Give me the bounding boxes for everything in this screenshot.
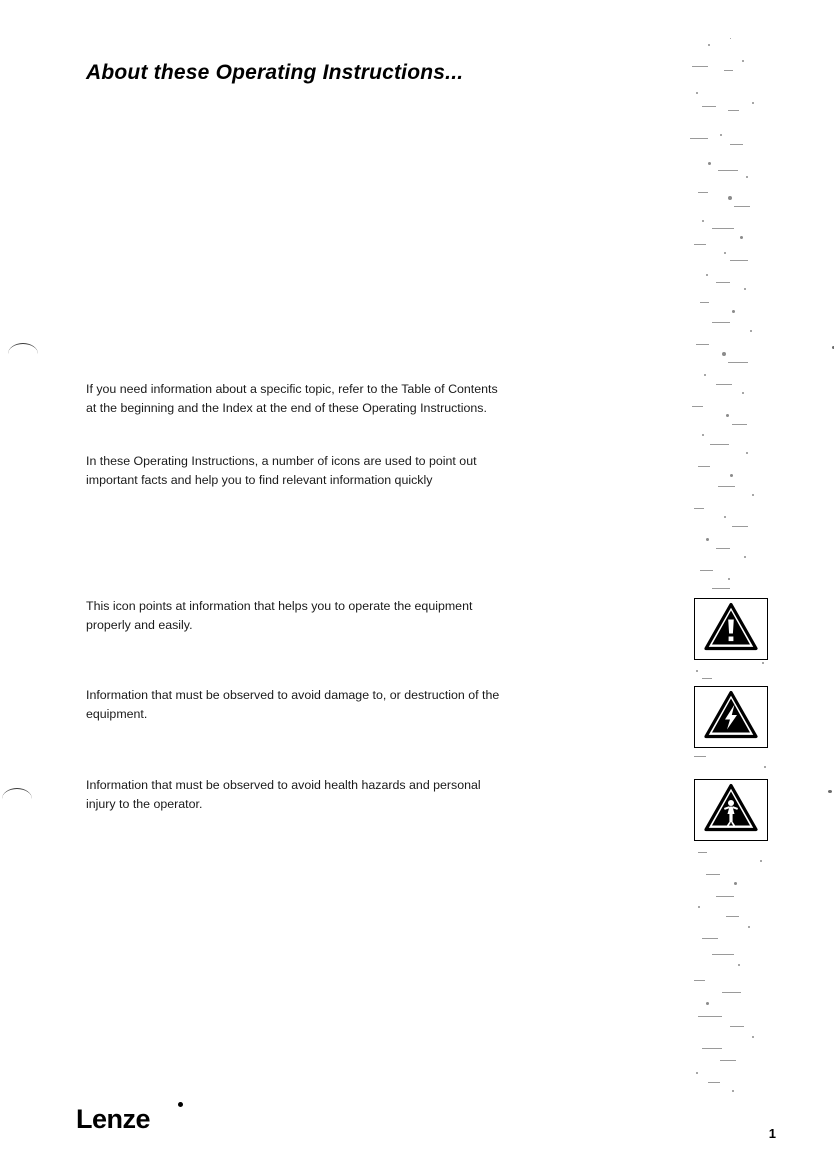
paragraph-info-icon-description: This icon points at information that helps you to operate the equipment properly and easily.: [86, 599, 473, 632]
scan-artifact-speck-right-lower: [828, 790, 832, 793]
warning-personal-injury-icon: [704, 784, 758, 837]
scan-noise-column: [672, 30, 792, 1100]
page-title: About these Operating Instructions...: [86, 61, 464, 84]
warning-high-voltage-icon: [704, 691, 758, 744]
scan-artifact-arc-top: [8, 343, 38, 354]
paragraph-toc-reference: If you need information about a specific topic, refer to the Table of Contents at the beginning and the Index at the end of these Operating Instructions.: [86, 382, 498, 415]
page-number: 1: [768, 1126, 776, 1141]
paragraph-injury-icon-description: Information that must be observed to avoid health hazards and personal injury to the operator.: [86, 778, 481, 811]
warning-high-voltage-icon-box: [694, 686, 768, 748]
scan-artifact-arc-bottom: [2, 788, 32, 799]
brand-dot-mark: [178, 1102, 183, 1107]
warning-personal-injury-icon-box: [694, 779, 768, 841]
brand-logo: Lenze: [76, 1104, 151, 1134]
warning-exclamation-icon-box: [694, 598, 768, 660]
warning-exclamation-icon: [704, 603, 758, 656]
paragraph-icon-introduction: In these Operating Instructions, a number of icons are used to point out important facts and help you to find relevant information quickly: [86, 454, 477, 487]
paragraph-damage-icon-description: Information that must be observed to avoid damage to, or destruction of the equipment.: [86, 688, 500, 721]
